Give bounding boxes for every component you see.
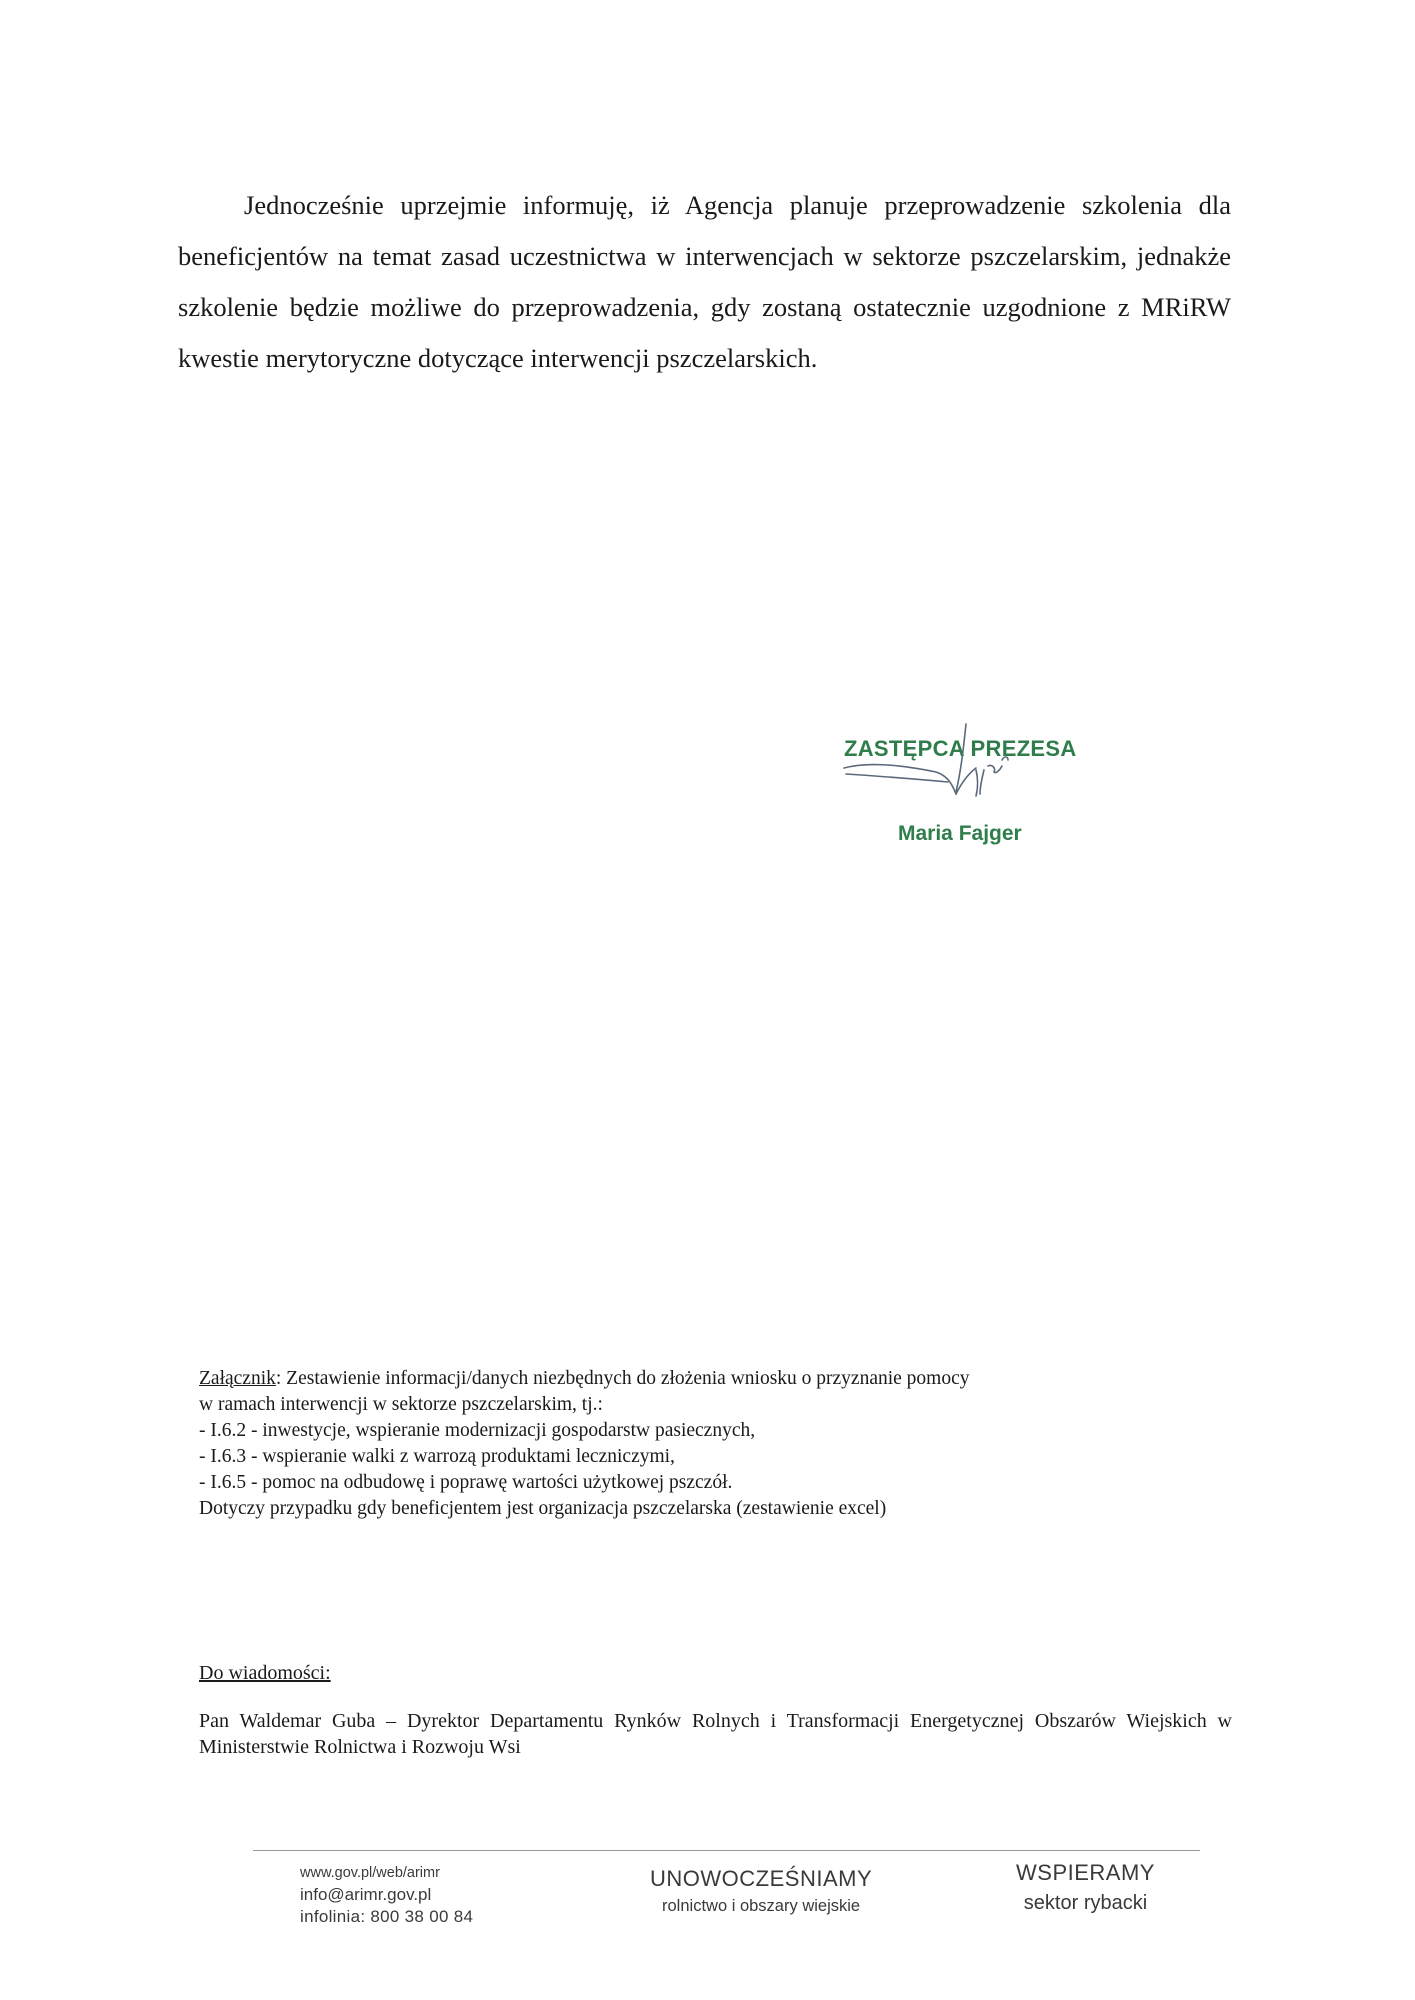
footer-website-link[interactable]: www.gov.pl/web/arimr [300, 1865, 440, 1881]
cc-recipient: Pan Waldemar Guba – Dyrektor Departamentu Rynków Rolnych i Transformacji Energetycznej Obszarów Wiejskich w Ministerstwie Rolnictwa i Rozwoju Wsi [199, 1710, 1232, 1758]
main-paragraph [178, 180, 1231, 384]
slogan-modernize-subtitle: rolnictwo i obszary wiejskie [662, 1897, 861, 1915]
attachment-line: - I.6.3 - wspieranie walki z warrozą produktami leczniczymi, [199, 1446, 675, 1467]
attachment-line: Dotyczy przypadku gdy beneficjentem jest organizacja pszczelarska (zestawienie excel) [199, 1498, 887, 1519]
paragraph-text: Jednocześnie uprzejmie informuję, iż Agencja planuje przeprowadzenie szkolenia dla beneficjentów na temat zasad uczestnictwa w interwencjach w sektorze pszczelarskim, jednakże szkolenie będzie możliwe do przeprowadzenia, gdy zostaną ostatecznie uzgodnione z MRiRW kwestie merytoryczne dotyczące interwencji pszczelarskich. [178, 190, 1231, 373]
footer-divider [253, 1850, 1200, 1851]
slogan-modernize-title: UNOWOCZEŚNIAMY [650, 1866, 873, 1891]
attachment-line: - I.6.2 - inwestycje, wspieranie modernizacji gospodarstw pasiecznych, [199, 1420, 756, 1441]
attachment-block [199, 1366, 1204, 1522]
footer-contact [300, 1862, 473, 1928]
footer-email-link[interactable]: info@arimr.gov.pl [300, 1885, 432, 1904]
cc-heading: Do wiadomości: [199, 1662, 331, 1684]
attachment-line: w ramach interwencji w sektorze pszczelarskim, tj.: [199, 1394, 603, 1415]
slogan-support-title: WSPIERAMY [1016, 1860, 1155, 1885]
signature-stamp [836, 718, 1116, 858]
footer-slogan-modernize [650, 1864, 872, 1918]
slogan-support-subtitle: sektor rybacki [1023, 1892, 1148, 1914]
stamp-title: ZASTĘPCA PREZESA [844, 736, 1077, 761]
attachment-label: Załącznik [199, 1368, 276, 1389]
footer-hotline: infolinia: 800 38 00 84 [300, 1907, 474, 1926]
attachment-line: - I.6.5 - pomoc na odbudowę i poprawę wartości użytkowej pszczół. [199, 1472, 733, 1493]
footer-slogan-support [1016, 1858, 1155, 1918]
signatory-name: Maria Fajger [898, 822, 1022, 845]
attachment-first-line [199, 1366, 1204, 1392]
cc-block [199, 1660, 1232, 1760]
attachment-description: : Zestawienie informacji/danych niezbędnych do złożenia wniosku o przyznanie pomocy [275, 1368, 970, 1389]
